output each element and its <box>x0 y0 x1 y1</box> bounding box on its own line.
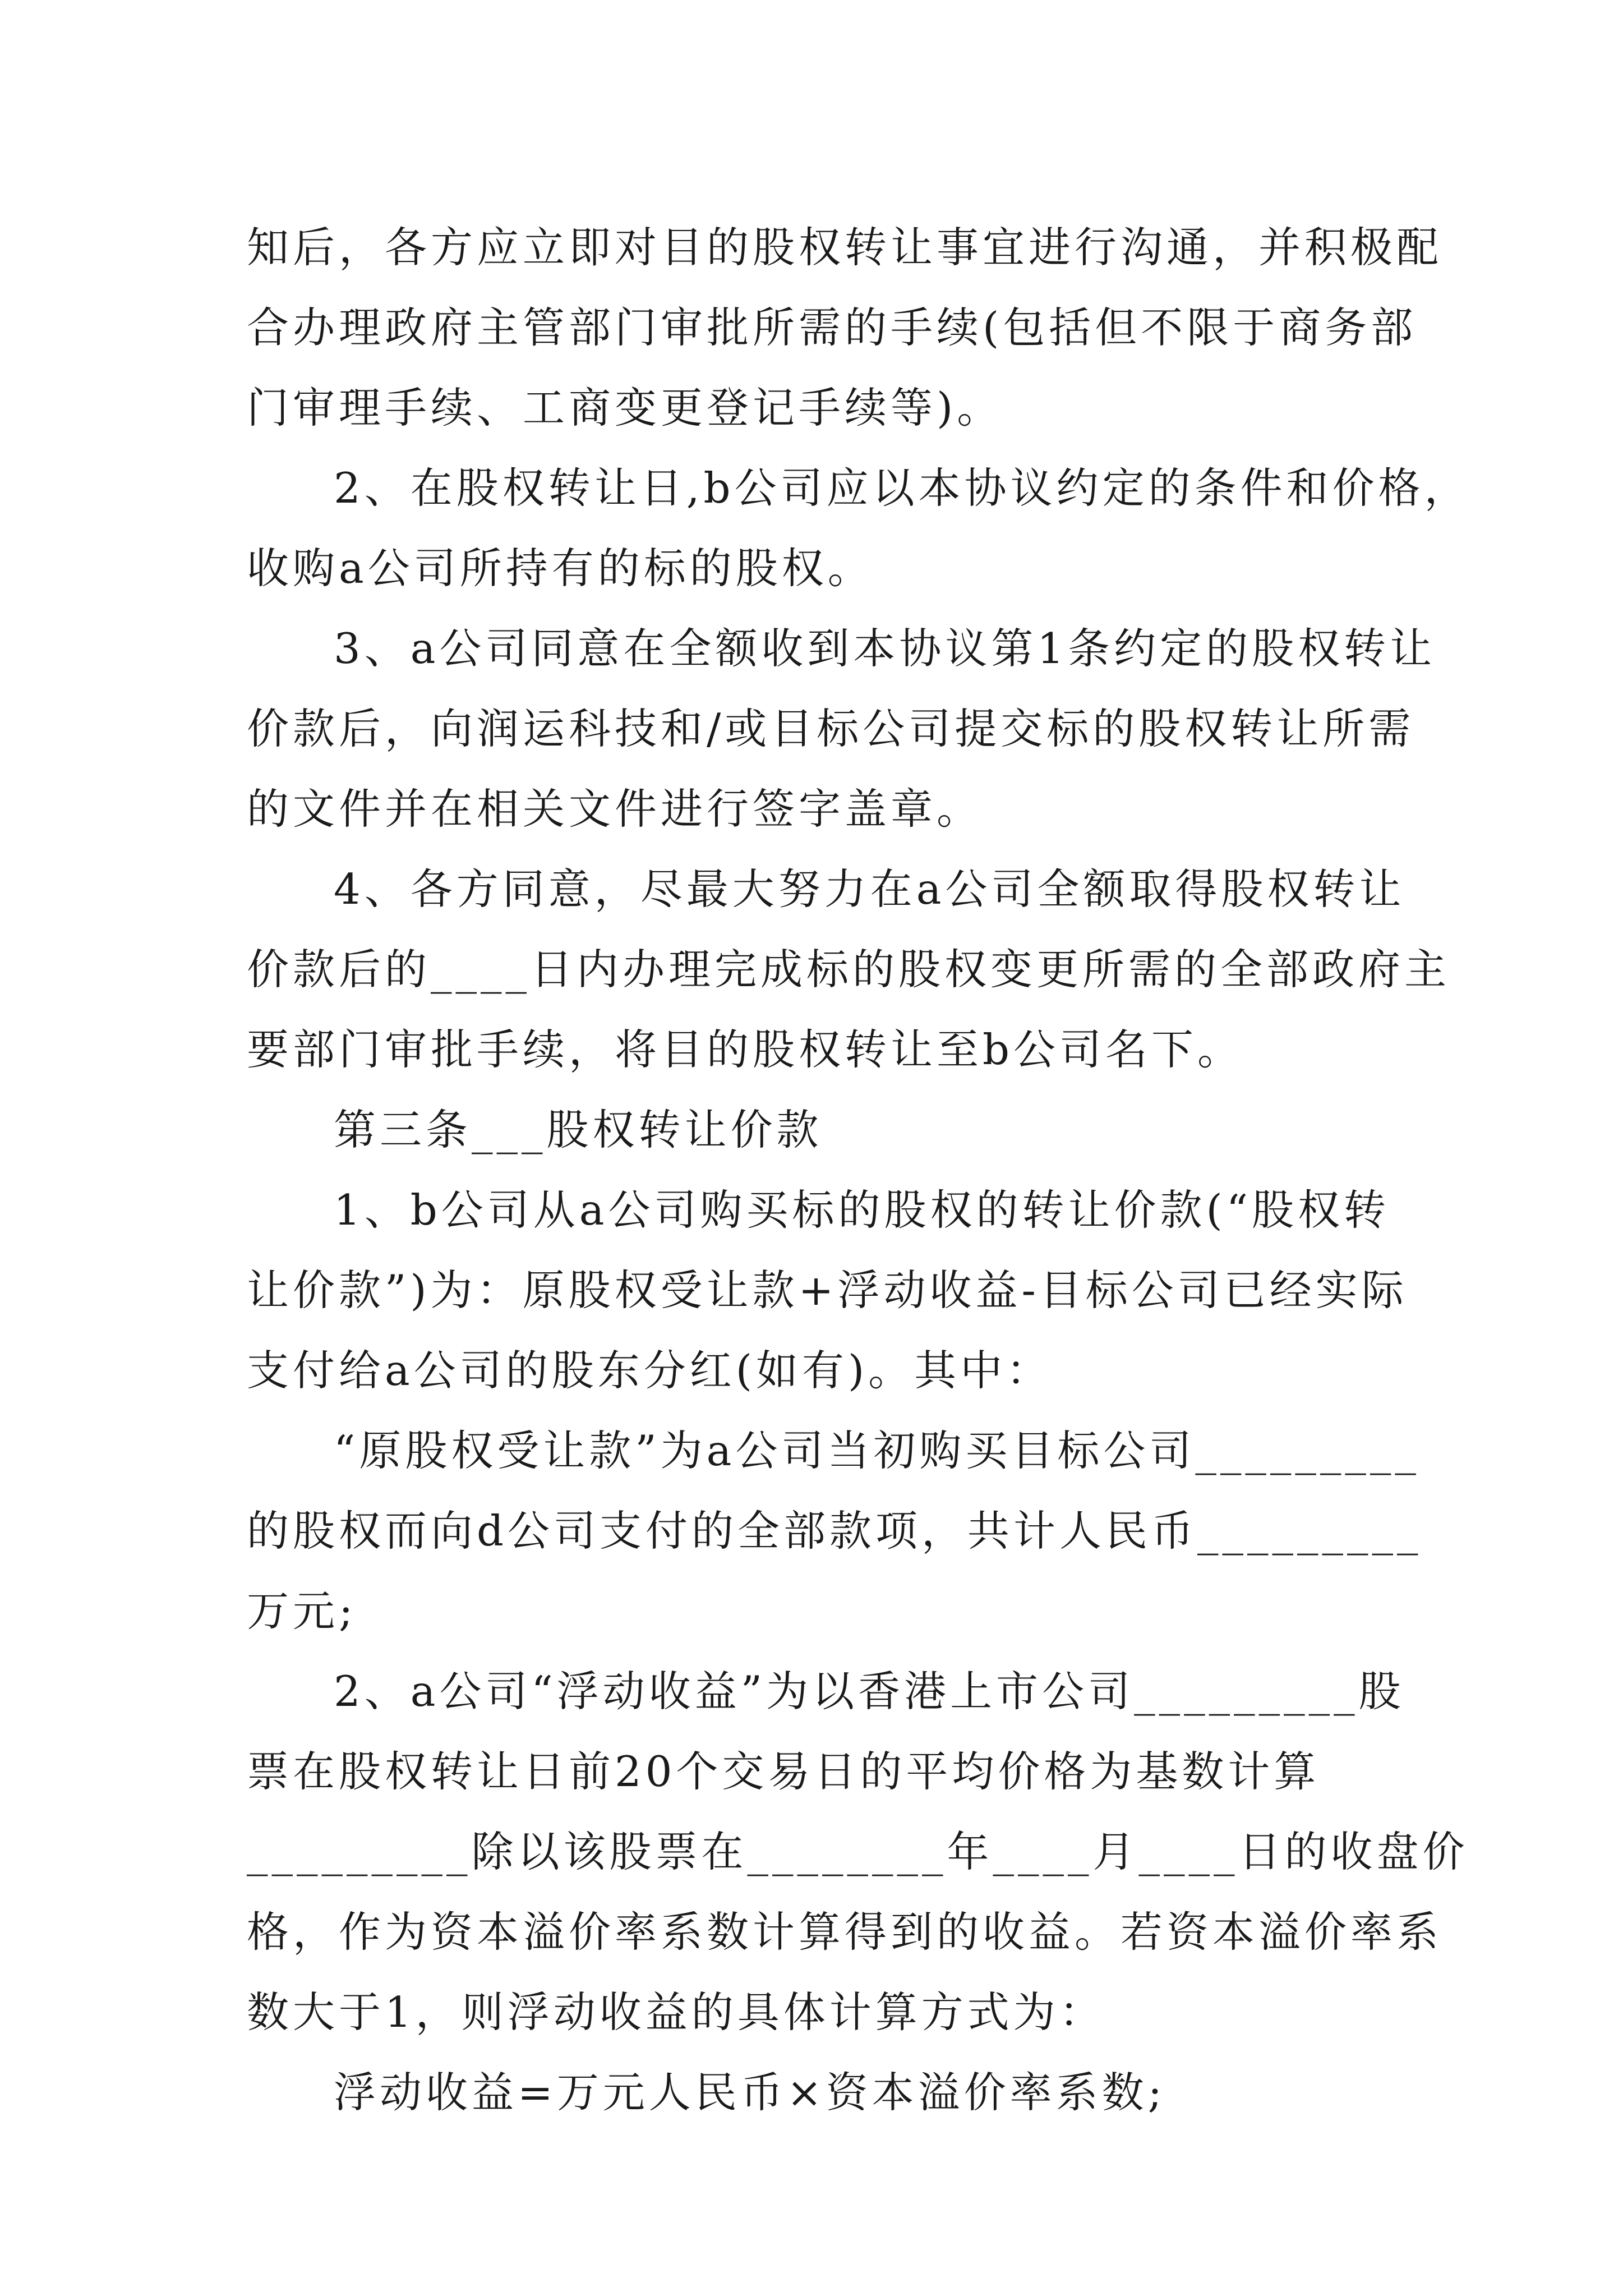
formula-line: 浮动收益=万元人民币×资本溢价率系数; <box>334 2068 1166 2117</box>
text-line: 支付给a公司的股东分红(如有)。其中： <box>247 1346 1053 1395</box>
text-line: 知后，各方应立即对目的股权转让事宜进行沟通，并积极配 <box>247 223 1443 272</box>
text-line: 的文件并在相关文件进行签字盖章。 <box>247 784 983 834</box>
text-line: 合办理政府主管部门审批所需的手续(包括但不限于商务部 <box>247 303 1417 352</box>
text-line: 票在股权转让日前20个交易日的平均价格为基数计算 <box>247 1747 1320 1796</box>
text-line: 要部门审批手续，将目的股权转让至b公司名下。 <box>247 1025 1244 1074</box>
text-line: 门审理手续、工商变更登记手续等)。 <box>247 383 1003 432</box>
paragraph-start-line: 1、b公司从a公司购买标的股权的转让价款(“股权转 <box>334 1185 1390 1235</box>
text-line: 让价款”)为：原股权受让款+浮动收益-目标公司已经实际 <box>247 1266 1408 1315</box>
paragraph-start-line: 2、a公司“浮动收益”为以香港上市公司_________股 <box>334 1667 1405 1716</box>
text-line: 价款后的____日内办理完成标的股权变更所需的全部政府主 <box>247 945 1451 994</box>
paragraph-start-line: 4、各方同意，尽最大努力在a公司全额取得股权转让 <box>334 864 1405 914</box>
section-heading: 第三条___股权转让价款 <box>334 1105 823 1154</box>
text-line: 的股权而向d公司支付的全部款项，共计人民币_________ <box>247 1506 1422 1556</box>
text-line: 价款后，向润运科技和/或目标公司提交标的股权转让所需 <box>247 704 1415 753</box>
text-line: 格，作为资本溢价率系数计算得到的收益。若资本溢价率系 <box>247 1907 1443 1957</box>
text-line: 数大于1，则浮动收益的具体计算方式为： <box>247 1987 1105 2037</box>
paragraph-start-line: 2、在股权转让日,b公司应以本协议约定的条件和价格， <box>334 463 1470 513</box>
paragraph-start-line: 3、a公司同意在全额收到本协议第1条约定的股权转让 <box>334 624 1436 673</box>
text-line: 万元; <box>247 1586 357 1636</box>
text-line: 收购a公司所持有的标的股权。 <box>247 544 874 593</box>
text-line: _________除以该股票在________年____月____日的收盘价 <box>247 1827 1469 1876</box>
document-body <box>247 208 1470 2133</box>
paragraph-start-line: “原股权受让款”为a公司当初购买目标公司_________ <box>334 1426 1420 1475</box>
